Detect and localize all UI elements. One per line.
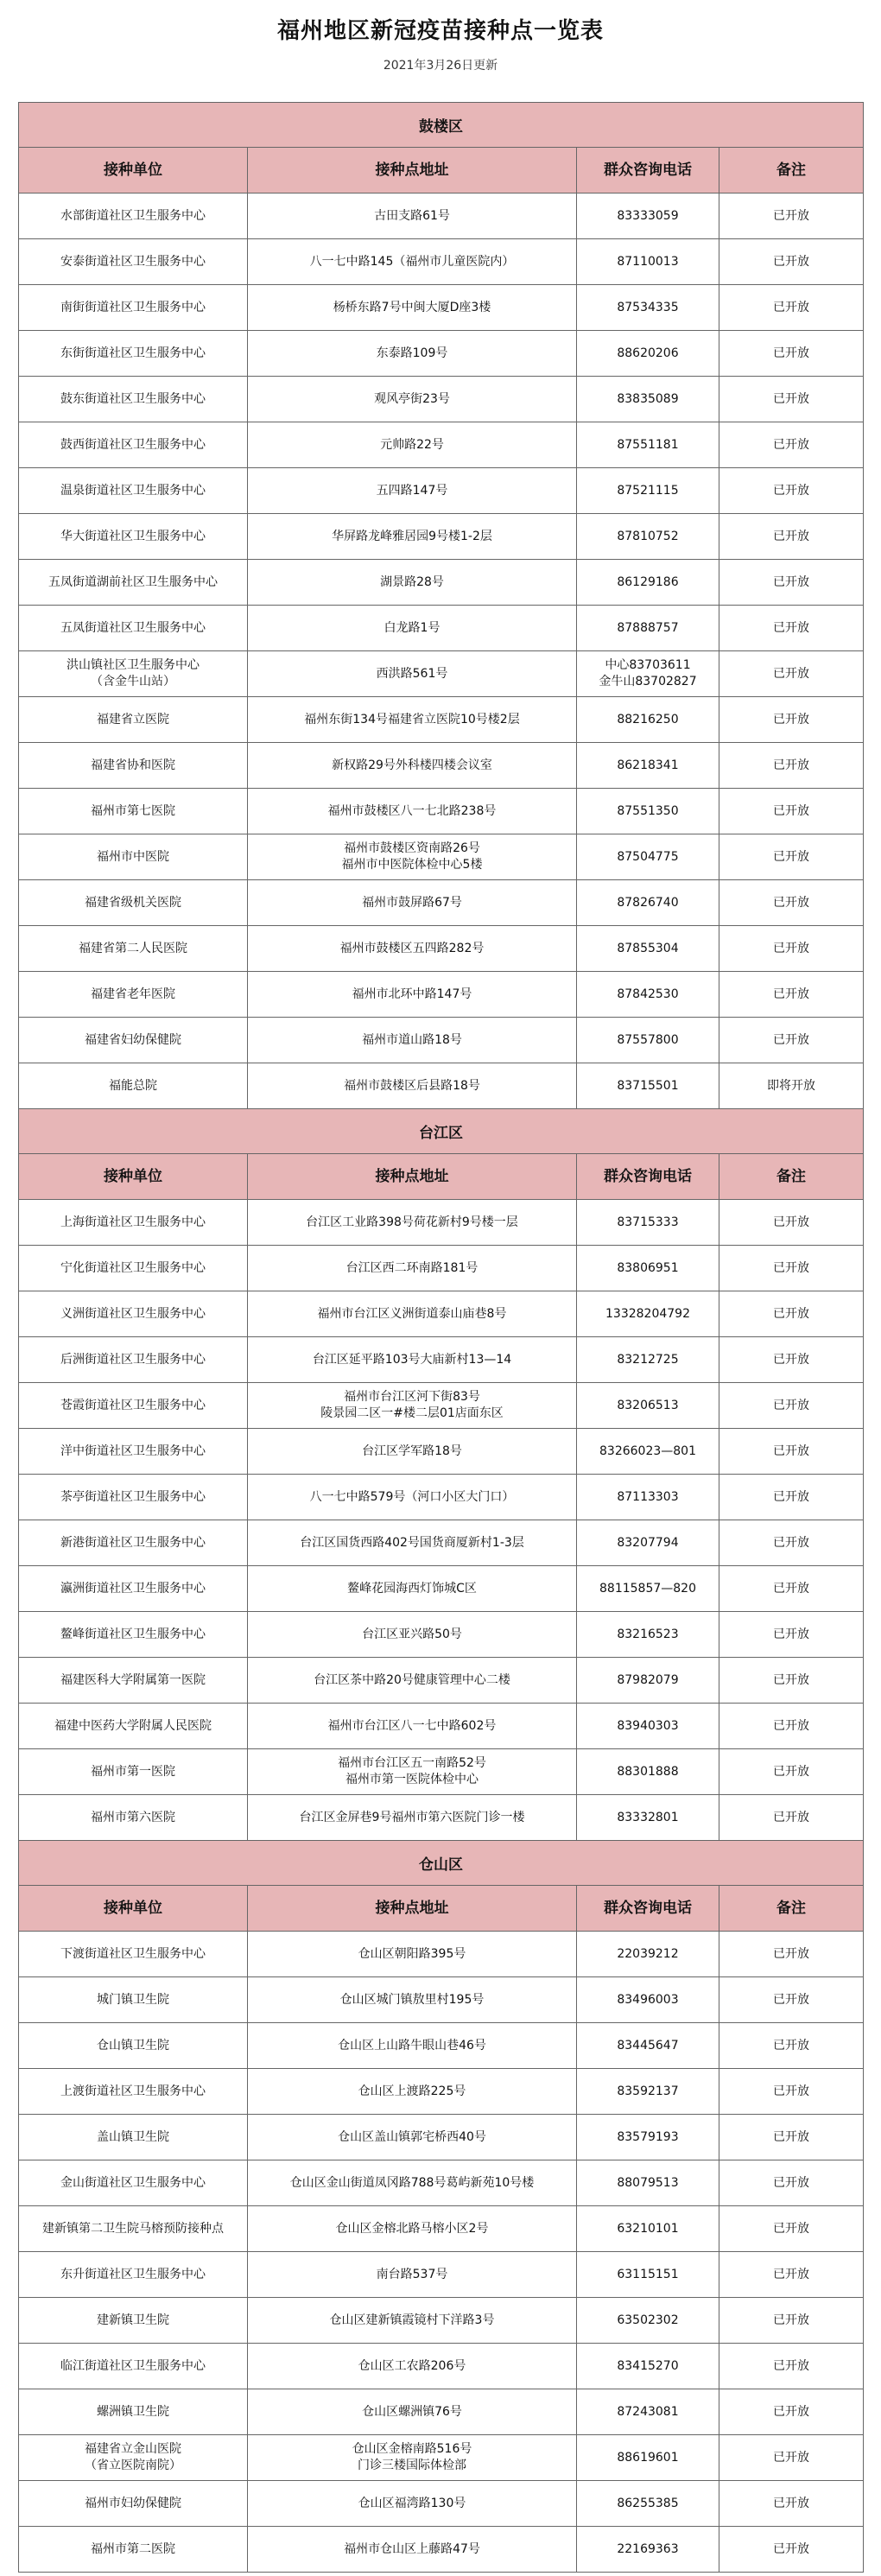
- table-row: [19, 1749, 864, 1795]
- table-row: [19, 422, 864, 468]
- table-row: [19, 194, 864, 239]
- table-row: [19, 239, 864, 285]
- status-cell: 已开放: [719, 1704, 864, 1749]
- district-header: 鼓楼区: [19, 103, 864, 148]
- status-cell: 已开放: [719, 606, 864, 651]
- phone-cell: 83415270: [577, 2344, 719, 2389]
- site-name-cell: 福建省立医院: [19, 697, 248, 743]
- site-name-cell: 福建省老年医院: [19, 972, 248, 1018]
- site-name-cell: 茶亭街道社区卫生服务中心: [19, 1475, 248, 1520]
- site-name-cell: 上渡街道社区卫生服务中心: [19, 2069, 248, 2115]
- site-name-cell: 下渡街道社区卫生服务中心: [19, 1932, 248, 1977]
- status-cell: 已开放: [719, 2023, 864, 2069]
- header-site: 接种单位: [19, 148, 248, 194]
- address-cell: 福州市鼓楼区八一七北路238号: [248, 789, 577, 834]
- site-name-cell: 福建省第二人民医院: [19, 926, 248, 972]
- site-name-cell: 安泰街道社区卫生服务中心: [19, 239, 248, 285]
- status-cell: 已开放: [719, 1018, 864, 1063]
- site-name-cell: 华大街道社区卫生服务中心: [19, 514, 248, 560]
- address-cell: 福州市台江区八一七中路602号: [248, 1704, 577, 1749]
- header-phone: 群众咨询电话: [577, 148, 719, 194]
- status-cell: 即将开放: [719, 1063, 864, 1109]
- status-cell: 已开放: [719, 2389, 864, 2435]
- site-name-cell: 福能总院: [19, 1063, 248, 1109]
- phone-cell: 87243081: [577, 2389, 719, 2435]
- table-row: [19, 1658, 864, 1704]
- status-cell: 已开放: [719, 331, 864, 377]
- address-cell: 鳌峰花园海西灯饰城C区: [248, 1566, 577, 1612]
- header-address: 接种点地址: [248, 1154, 577, 1200]
- status-cell: 已开放: [719, 2252, 864, 2298]
- address-cell: 五四路147号: [248, 468, 577, 514]
- status-cell: 已开放: [719, 1612, 864, 1658]
- table-row: [19, 2298, 864, 2344]
- table-row: [19, 2344, 864, 2389]
- address-cell: 福州东街134号福建省立医院10号楼2层: [248, 697, 577, 743]
- status-cell: 已开放: [719, 743, 864, 789]
- phone-cell: 83333059: [577, 194, 719, 239]
- address-cell: 福州市鼓屏路67号: [248, 880, 577, 926]
- table-row: [19, 743, 864, 789]
- site-name-cell: 螺洲镇卫生院: [19, 2389, 248, 2435]
- site-name-cell: 临江街道社区卫生服务中心: [19, 2344, 248, 2389]
- status-cell: 已开放: [719, 789, 864, 834]
- site-name-cell: 福州市第二医院: [19, 2527, 248, 2573]
- phone-cell: 87504775: [577, 834, 719, 880]
- status-cell: 已开放: [719, 834, 864, 880]
- site-name-cell: 义洲街道社区卫生服务中心: [19, 1291, 248, 1337]
- phone-cell: 83206513: [577, 1383, 719, 1429]
- site-name-cell: 福州市第一医院: [19, 1749, 248, 1795]
- status-cell: 已开放: [719, 2160, 864, 2206]
- phone-cell: 88620206: [577, 331, 719, 377]
- address-cell: 八一七中路145（福州市儿童医院内）: [248, 239, 577, 285]
- site-name-cell: 福州市中医院: [19, 834, 248, 880]
- update-date: 2021年3月26日更新: [383, 59, 498, 73]
- table-row: [19, 2160, 864, 2206]
- header-note: 备注: [719, 148, 864, 194]
- address-cell: 台江区亚兴路50号: [248, 1612, 577, 1658]
- table-row: [19, 1795, 864, 1841]
- phone-cell: 87855304: [577, 926, 719, 972]
- site-name-cell: 福建省协和医院: [19, 743, 248, 789]
- phone-cell: 87113303: [577, 1475, 719, 1520]
- address-cell: 仓山区盖山镇郭宅桥西40号: [248, 2115, 577, 2160]
- address-cell: 台江区工业路398号荷花新村9号楼一层: [248, 1200, 577, 1246]
- site-name-cell: 新港街道社区卫生服务中心: [19, 1520, 248, 1566]
- table-row: [19, 2481, 864, 2527]
- phone-cell: 87110013: [577, 239, 719, 285]
- site-name-cell: 瀛洲街道社区卫生服务中心: [19, 1566, 248, 1612]
- address-cell: 台江区金屏巷9号福州市第六医院门诊一楼: [248, 1795, 577, 1841]
- phone-cell: 87982079: [577, 1658, 719, 1704]
- status-cell: 已开放: [719, 926, 864, 972]
- address-cell: 福州市鼓楼区后县路18号: [248, 1063, 577, 1109]
- table-row: [19, 285, 864, 331]
- site-name-cell: 五凤街道社区卫生服务中心: [19, 606, 248, 651]
- site-name-cell: 福建省立金山医院 （省立医院南院）: [19, 2435, 248, 2481]
- status-cell: 已开放: [719, 880, 864, 926]
- column-header-row: [19, 148, 864, 194]
- table-row: [19, 606, 864, 651]
- site-name-cell: 福建中医药大学附属人民医院: [19, 1704, 248, 1749]
- header-site: 接种单位: [19, 1154, 248, 1200]
- phone-cell: 87842530: [577, 972, 719, 1018]
- phone-cell: 87810752: [577, 514, 719, 560]
- table-row: [19, 1383, 864, 1429]
- phone-cell: 88079513: [577, 2160, 719, 2206]
- address-cell: 新权路29号外科楼四楼会议室: [248, 743, 577, 789]
- phone-cell: 83212725: [577, 1337, 719, 1383]
- phone-cell: 22039212: [577, 1932, 719, 1977]
- phone-cell: 83715333: [577, 1200, 719, 1246]
- address-cell: 古田支路61号: [248, 194, 577, 239]
- phone-cell: 83835089: [577, 377, 719, 422]
- address-cell: 仓山区工农路206号: [248, 2344, 577, 2389]
- status-cell: 已开放: [719, 468, 864, 514]
- site-name-cell: 福州市第六医院: [19, 1795, 248, 1841]
- site-name-cell: 五凤街道湖前社区卫生服务中心: [19, 560, 248, 606]
- address-cell: 仓山区金山街道凤冈路788号葛屿新苑10号楼: [248, 2160, 577, 2206]
- phone-cell: 83266023—801: [577, 1429, 719, 1475]
- table-row: [19, 789, 864, 834]
- phone-cell: 83496003: [577, 1977, 719, 2023]
- site-name-cell: 盖山镇卫生院: [19, 2115, 248, 2160]
- header-phone: 群众咨询电话: [577, 1154, 719, 1200]
- table-row: [19, 651, 864, 697]
- table-row: [19, 972, 864, 1018]
- status-cell: 已开放: [719, 377, 864, 422]
- address-cell: 福州市北环中路147号: [248, 972, 577, 1018]
- address-cell: 福州市鼓楼区五四路282号: [248, 926, 577, 972]
- status-cell: 已开放: [719, 651, 864, 697]
- table-row: [19, 377, 864, 422]
- address-cell: 台江区延平路103号大庙新村13—14: [248, 1337, 577, 1383]
- phone-cell: 88216250: [577, 697, 719, 743]
- status-cell: 已开放: [719, 422, 864, 468]
- phone-cell: 63210101: [577, 2206, 719, 2252]
- phone-cell: 86255385: [577, 2481, 719, 2527]
- address-cell: 台江区西二环南路181号: [248, 1246, 577, 1291]
- table-row: [19, 1520, 864, 1566]
- status-cell: 已开放: [719, 239, 864, 285]
- table-row: [19, 1063, 864, 1109]
- table-row: [19, 468, 864, 514]
- phone-cell: 88115857—820: [577, 1566, 719, 1612]
- phone-cell: 88619601: [577, 2435, 719, 2481]
- table-row: [19, 834, 864, 880]
- table-row: [19, 1612, 864, 1658]
- phone-cell: 63115151: [577, 2252, 719, 2298]
- table-row: [19, 1704, 864, 1749]
- site-name-cell: 福建省妇幼保健院: [19, 1018, 248, 1063]
- status-cell: 已开放: [719, 1977, 864, 2023]
- phone-cell: 87888757: [577, 606, 719, 651]
- phone-cell: 87521115: [577, 468, 719, 514]
- address-cell: 仓山区上渡路225号: [248, 2069, 577, 2115]
- status-cell: 已开放: [719, 194, 864, 239]
- phone-cell: 83579193: [577, 2115, 719, 2160]
- phone-cell: 22169363: [577, 2527, 719, 2573]
- address-cell: 元帅路22号: [248, 422, 577, 468]
- table-row: [19, 560, 864, 606]
- phone-cell: 83207794: [577, 1520, 719, 1566]
- site-name-cell: 上海街道社区卫生服务中心: [19, 1200, 248, 1246]
- status-cell: 已开放: [719, 1429, 864, 1475]
- phone-cell: 83806951: [577, 1246, 719, 1291]
- site-name-cell: 东升街道社区卫生服务中心: [19, 2252, 248, 2298]
- table-row: [19, 2206, 864, 2252]
- address-cell: 西洪路561号: [248, 651, 577, 697]
- site-name-cell: 城门镇卫生院: [19, 1977, 248, 2023]
- site-name-cell: 南街街道社区卫生服务中心: [19, 285, 248, 331]
- site-name-cell: 福建医科大学附属第一医院: [19, 1658, 248, 1704]
- address-cell: 湖景路28号: [248, 560, 577, 606]
- address-cell: 杨桥东路7号中闽大厦D座3楼: [248, 285, 577, 331]
- status-cell: 已开放: [719, 2481, 864, 2527]
- address-cell: 台江区国货西路402号国货商厦新村1-3层: [248, 1520, 577, 1566]
- address-cell: 观风亭街23号: [248, 377, 577, 422]
- table-row: [19, 1291, 864, 1337]
- status-cell: 已开放: [719, 2069, 864, 2115]
- table-row: [19, 2069, 864, 2115]
- header-address: 接种点地址: [248, 148, 577, 194]
- site-name-cell: 福建省级机关医院: [19, 880, 248, 926]
- site-name-cell: 东街街道社区卫生服务中心: [19, 331, 248, 377]
- address-cell: 福州市道山路18号: [248, 1018, 577, 1063]
- district-header: 仓山区: [19, 1841, 864, 1886]
- address-cell: 仓山区金榕北路马榕小区2号: [248, 2206, 577, 2252]
- site-name-cell: 仓山镇卫生院: [19, 2023, 248, 2069]
- phone-cell: 63502302: [577, 2298, 719, 2344]
- site-name-cell: 鼓东街道社区卫生服务中心: [19, 377, 248, 422]
- address-cell: 福州市台江区五一南路52号 福州市第一医院体检中心: [248, 1749, 577, 1795]
- site-name-cell: 建新镇卫生院: [19, 2298, 248, 2344]
- address-cell: 福州市鼓楼区资南路26号 福州市中医院体检中心5楼: [248, 834, 577, 880]
- status-cell: 已开放: [719, 1795, 864, 1841]
- table-row: [19, 880, 864, 926]
- address-cell: 华屏路龙峰雅居园9号楼1-2层: [248, 514, 577, 560]
- phone-cell: 87534335: [577, 285, 719, 331]
- address-cell: 福州市台江区义洲街道泰山庙巷8号: [248, 1291, 577, 1337]
- status-cell: 已开放: [719, 2115, 864, 2160]
- phone-cell: 83445647: [577, 2023, 719, 2069]
- table-row: [19, 1200, 864, 1246]
- address-cell: 台江区学军路18号: [248, 1429, 577, 1475]
- column-header-row: [19, 1886, 864, 1932]
- site-name-cell: 温泉街道社区卫生服务中心: [19, 468, 248, 514]
- district-header: 台江区: [19, 1109, 864, 1154]
- table-row: [19, 1977, 864, 2023]
- header-address: 接种点地址: [248, 1886, 577, 1932]
- status-cell: 已开放: [719, 1749, 864, 1795]
- phone-cell: 83715501: [577, 1063, 719, 1109]
- table-row: [19, 2435, 864, 2481]
- site-name-cell: 金山街道社区卫生服务中心: [19, 2160, 248, 2206]
- phone-cell: 中心83703611 金牛山83702827: [577, 651, 719, 697]
- address-cell: 白龙路1号: [248, 606, 577, 651]
- status-cell: 已开放: [719, 1658, 864, 1704]
- address-cell: 仓山区上山路牛眼山巷46号: [248, 2023, 577, 2069]
- header-site: 接种单位: [19, 1886, 248, 1932]
- phone-cell: 13328204792: [577, 1291, 719, 1337]
- status-cell: 已开放: [719, 2435, 864, 2481]
- status-cell: 已开放: [719, 1520, 864, 1566]
- address-cell: 南台路537号: [248, 2252, 577, 2298]
- address-cell: 仓山区螺洲镇76号: [248, 2389, 577, 2435]
- address-cell: 仓山区福湾路130号: [248, 2481, 577, 2527]
- status-cell: 已开放: [719, 560, 864, 606]
- status-cell: 已开放: [719, 514, 864, 560]
- column-header-row: [19, 1154, 864, 1200]
- table-row: [19, 1932, 864, 1977]
- phone-cell: 86129186: [577, 560, 719, 606]
- status-cell: 已开放: [719, 1337, 864, 1383]
- status-cell: 已开放: [719, 2527, 864, 2573]
- page-title: 福州地区新冠疫苗接种点一览表: [276, 18, 604, 44]
- site-name-cell: 福州市第七医院: [19, 789, 248, 834]
- site-name-cell: 后洲街道社区卫生服务中心: [19, 1337, 248, 1383]
- status-cell: 已开放: [719, 1932, 864, 1977]
- phone-cell: 87551350: [577, 789, 719, 834]
- address-cell: 福州市仓山区上藤路47号: [248, 2527, 577, 2573]
- vaccination-sites-table: [18, 102, 864, 2573]
- table-row: [19, 926, 864, 972]
- phone-cell: 87551181: [577, 422, 719, 468]
- table-row: [19, 1018, 864, 1063]
- table-row: [19, 1475, 864, 1520]
- table-row: [19, 2389, 864, 2435]
- status-cell: 已开放: [719, 1475, 864, 1520]
- phone-cell: 83940303: [577, 1704, 719, 1749]
- status-cell: 已开放: [719, 285, 864, 331]
- header-note: 备注: [719, 1154, 864, 1200]
- status-cell: 已开放: [719, 1246, 864, 1291]
- status-cell: 已开放: [719, 1291, 864, 1337]
- table-row: [19, 1566, 864, 1612]
- site-name-cell: 鳌峰街道社区卫生服务中心: [19, 1612, 248, 1658]
- table-row: [19, 1429, 864, 1475]
- site-name-cell: 水部街道社区卫生服务中心: [19, 194, 248, 239]
- table-row: [19, 2252, 864, 2298]
- phone-cell: 83332801: [577, 1795, 719, 1841]
- address-cell: 仓山区金榕南路516号 门诊三楼国际体检部: [248, 2435, 577, 2481]
- status-cell: 已开放: [719, 1566, 864, 1612]
- phone-cell: 86218341: [577, 743, 719, 789]
- phone-cell: 83592137: [577, 2069, 719, 2115]
- status-cell: 已开放: [719, 2344, 864, 2389]
- address-cell: 仓山区建新镇霞镜村下洋路3号: [248, 2298, 577, 2344]
- table-row: [19, 1337, 864, 1383]
- phone-cell: 87826740: [577, 880, 719, 926]
- table-row: [19, 514, 864, 560]
- header-note: 备注: [719, 1886, 864, 1932]
- phone-cell: 87557800: [577, 1018, 719, 1063]
- site-name-cell: 洋中街道社区卫生服务中心: [19, 1429, 248, 1475]
- header-phone: 群众咨询电话: [577, 1886, 719, 1932]
- address-cell: 福州市台江区河下街83号 陵景园二区一#楼二层01店面东区: [248, 1383, 577, 1429]
- site-name-cell: 福州市妇幼保健院: [19, 2481, 248, 2527]
- address-cell: 东泰路109号: [248, 331, 577, 377]
- table-row: [19, 1246, 864, 1291]
- status-cell: 已开放: [719, 1383, 864, 1429]
- table-row: [19, 697, 864, 743]
- site-name-cell: 宁化街道社区卫生服务中心: [19, 1246, 248, 1291]
- status-cell: 已开放: [719, 2298, 864, 2344]
- address-cell: 八一七中路579号（河口小区大门口）: [248, 1475, 577, 1520]
- address-cell: 仓山区朝阳路395号: [248, 1932, 577, 1977]
- table-row: [19, 331, 864, 377]
- phone-cell: 88301888: [577, 1749, 719, 1795]
- table-row: [19, 2115, 864, 2160]
- site-name-cell: 苍霞街道社区卫生服务中心: [19, 1383, 248, 1429]
- address-cell: 仓山区城门镇敖里村195号: [248, 1977, 577, 2023]
- address-cell: 台江区茶中路20号健康管理中心二楼: [248, 1658, 577, 1704]
- table-row: [19, 2023, 864, 2069]
- phone-cell: 83216523: [577, 1612, 719, 1658]
- status-cell: 已开放: [719, 972, 864, 1018]
- site-name-cell: 洪山镇社区卫生服务中心 （含金牛山站）: [19, 651, 248, 697]
- status-cell: 已开放: [719, 697, 864, 743]
- table-row: [19, 2527, 864, 2573]
- status-cell: 已开放: [719, 2206, 864, 2252]
- site-name-cell: 建新镇第二卫生院马榕预防接种点: [19, 2206, 248, 2252]
- status-cell: 已开放: [719, 1200, 864, 1246]
- site-name-cell: 鼓西街道社区卫生服务中心: [19, 422, 248, 468]
